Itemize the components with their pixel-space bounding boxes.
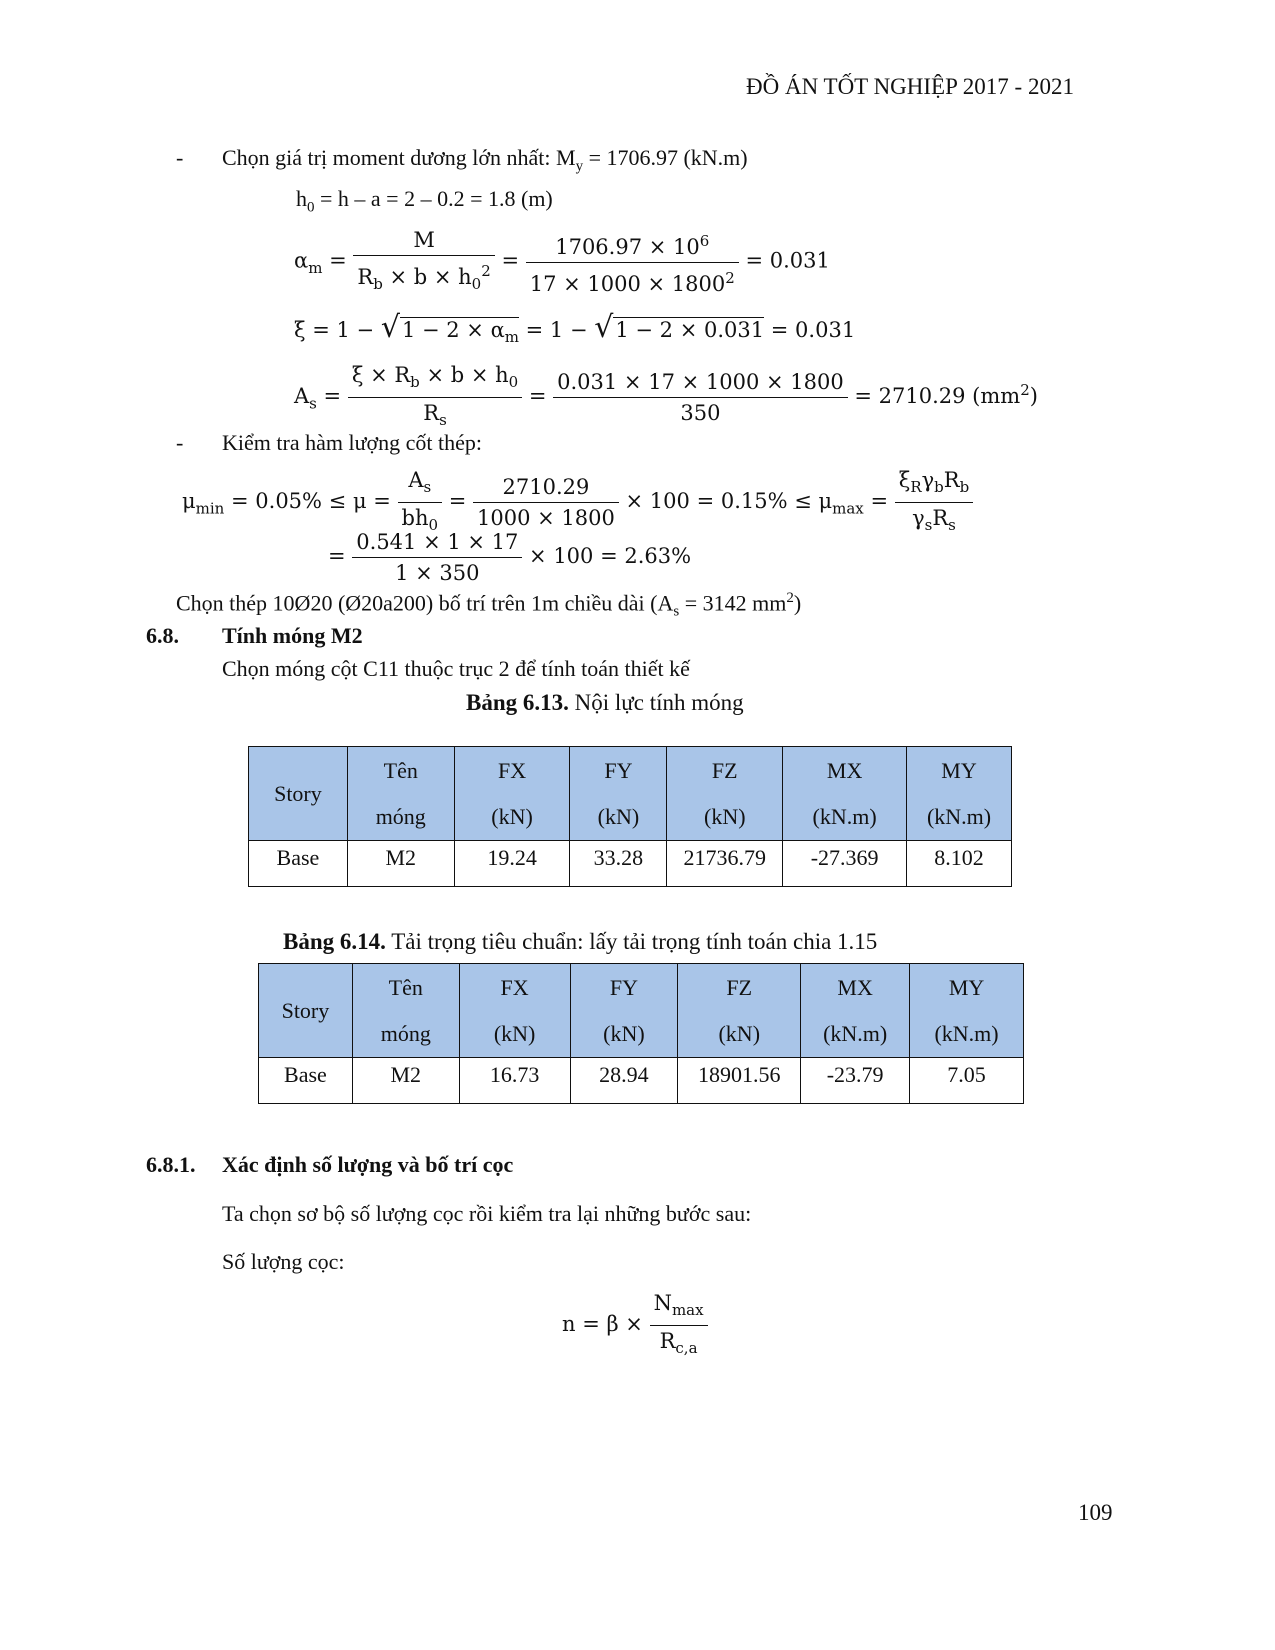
- table-cell: 19.24: [454, 841, 570, 887]
- table-cell: 18901.56: [678, 1058, 801, 1104]
- table-cell: M2: [347, 841, 454, 887]
- header-cell: FX (kN): [454, 747, 570, 841]
- steel-choice: Chọn thép 10Ø20 (Ø20a200) bố trí trên 1m chiều dài ($A_s = 3142$ $mm^2$): [176, 590, 802, 620]
- alpha-m-formula: $\alpha_m$ = $\frac{M}{R_b \times b \times h_0^2}$ = $\frac{1706.97 \times 10^6}{17 \times 1000 \times 1800^2}$ = 0.031: [294, 225, 830, 299]
- mu-formula: $\mu_{min} = 0.05\% \le \mu$ = $\frac{A_s}{bh_0}$ = $\frac{2710.29}{1000 \times 1800}$ × $100 = 0.15\% \le \mu_{max}$ = $\frac{\xi_R\gamma_bR_b}{\gamma_sR_s}$: [182, 465, 973, 540]
- table-6-13: [248, 746, 1012, 887]
- header-cell: Tên móng: [352, 964, 459, 1058]
- table-cell: Base: [259, 1058, 353, 1104]
- header-cell: FY (kN): [570, 964, 678, 1058]
- header-cell: FZ (kN): [667, 747, 783, 841]
- h0-formula: $h_0 = h - a = 2 - 0.2 = 1.8$ (m): [296, 186, 553, 216]
- header-cell: MX (kN.m): [801, 964, 910, 1058]
- header-cell: Story: [249, 747, 348, 841]
- table-row: [249, 841, 1012, 887]
- table-cell: M2: [352, 1058, 459, 1104]
- bullet-dash: -: [176, 145, 184, 170]
- header-cell: FX (kN): [459, 964, 570, 1058]
- header-cell: Tên móng: [347, 747, 454, 841]
- section-number: 6.8.: [146, 623, 179, 648]
- table-row: [259, 1058, 1024, 1104]
- subsection-title: Xác định số lượng và bố trí cọc: [222, 1152, 514, 1177]
- table-cell: 7.05: [910, 1058, 1024, 1104]
- paragraph: Ta chọn sơ bộ số lượng cọc rồi kiểm tra lại những bước sau:: [222, 1201, 752, 1226]
- header-cell: MX (kN.m): [783, 747, 907, 841]
- section-title: Tính móng M2: [222, 623, 363, 648]
- mu-max-formula: = $\frac{0.541 \times 1 \times 17}{1 \times 350}$ × 100 = 2.63%: [328, 527, 691, 588]
- table-cell: 16.73: [459, 1058, 570, 1104]
- table-cell: 21736.79: [667, 841, 783, 887]
- header-cell: Story: [259, 964, 353, 1058]
- header-cell: FY (kN): [570, 747, 667, 841]
- page-number: 109: [1078, 1500, 1113, 1525]
- pile-count-formula: n = β × $\frac{N_{max}}{R_{c,a}}$: [562, 1288, 708, 1363]
- table-caption: Bảng 6.14. Tải trọng tiêu chuẩn: lấy tải trọng tính toán chia 1.15: [283, 929, 878, 954]
- check-title: Kiểm tra hàm lượng cốt thép:: [222, 430, 482, 455]
- header-cell: MY (kN.m): [907, 747, 1012, 841]
- as-formula: $A_s$ = $\frac{\xi \times R_b \times b \times h_0}{R_s}$ = $\frac{0.031 \times 17 \times 1000 \times 1800}{350}$ = 2710.29 $(mm^2)$: [294, 360, 1038, 435]
- header-cell: FZ (kN): [678, 964, 801, 1058]
- table-cell: 33.28: [570, 841, 667, 887]
- section-intro: Chọn móng cột C11 thuộc trục 2 để tính toán thiết kế: [222, 656, 690, 681]
- running-header: ĐỒ ÁN TỐT NGHIỆP 2017 - 2021: [746, 74, 1074, 99]
- subsection-number: 6.8.1.: [146, 1152, 196, 1177]
- table-cell: -27.369: [783, 841, 907, 887]
- table-cell: -23.79: [801, 1058, 910, 1104]
- header-cell: MY (kN.m): [910, 964, 1024, 1058]
- table-cell: 8.102: [907, 841, 1012, 887]
- moment-intro: Chọn giá trị moment dương lớn nhất: $M_y = 1706.97$ (kN.m): [222, 145, 748, 175]
- table-cell: 28.94: [570, 1058, 678, 1104]
- table-6-14: [258, 963, 1024, 1104]
- xi-formula: $\xi = 1 - √1 - 2 \times \alpha_m = 1 - √1 - 2 \times 0.031 = 0.031$: [294, 310, 856, 347]
- table-caption: Bảng 6.13. Nội lực tính móng: [466, 690, 744, 715]
- table-cell: Base: [249, 841, 348, 887]
- bullet-dash: -: [176, 430, 184, 455]
- paragraph: Số lượng cọc:: [222, 1249, 345, 1274]
